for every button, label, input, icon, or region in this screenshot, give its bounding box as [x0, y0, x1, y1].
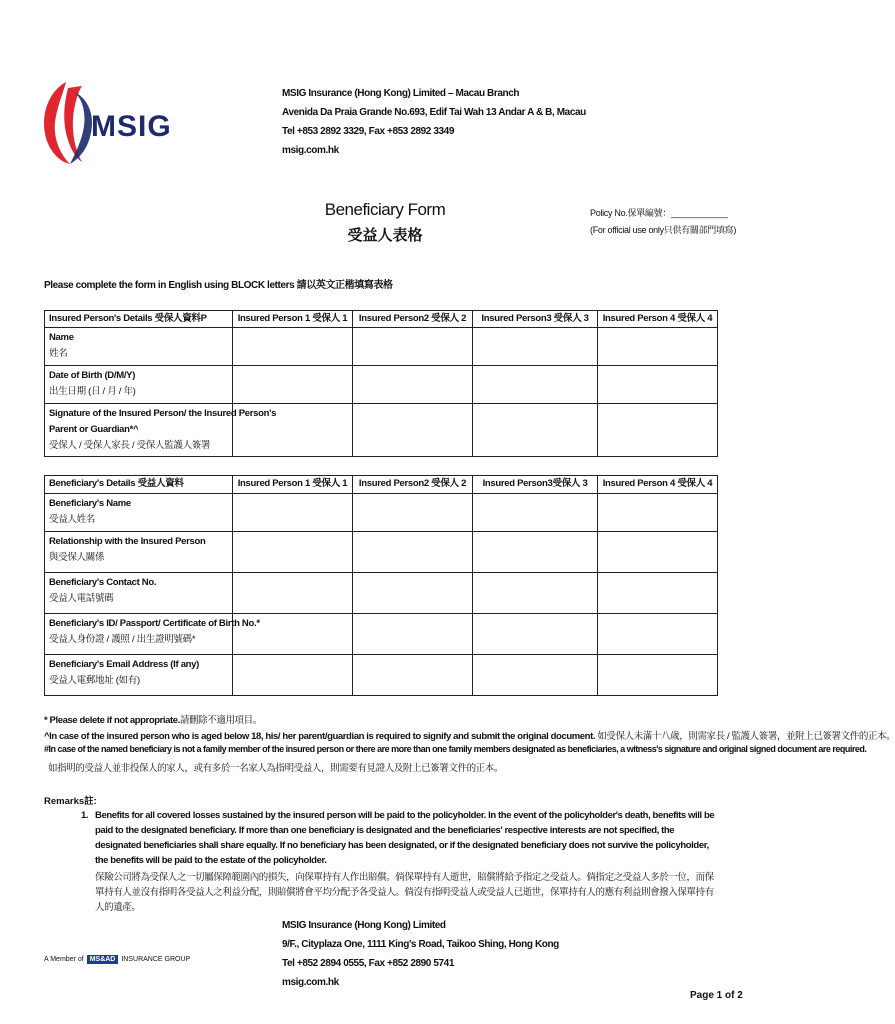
row-label: [45, 573, 233, 614]
row-label: [45, 328, 233, 366]
official-use-note: (For official use only只供有關部門填寫): [590, 225, 737, 235]
table-row: [45, 573, 718, 614]
row-label-zh: 出生日期 (日 / 月 / 年): [49, 386, 136, 397]
remark-en: Benefits for all covered losses sustained by the insured person will be paid to the policyholder. In the event of the policyholder's death, benefits will be paid to the designated beneficiary. If more than one beneficiary is designated and the beneficiaries' respective interests are not specified, the designated beneficiaries shall share equally. If no beneficiary has been designated, or if the designated beneficiary does not survive the policyholder, the benefits will be paid to the estate of the policyholder.: [95, 810, 715, 866]
table-header-cell: Insured Person2 受保人 2: [353, 476, 473, 494]
row-label-zh: 姓名: [49, 348, 68, 359]
table-row: [45, 366, 718, 404]
footer-line: 9/F., Cityplaza One, 1111 King's Road, Taikoo Shing, Hong Kong: [282, 939, 559, 950]
row-label: [45, 655, 233, 696]
note-zh: 如指明的受益人並非投保人的家人，或有多於一名家人為指明受益人，則需要有見證人及附上已簽署文件的正本。: [48, 763, 504, 774]
row-label-en: Relationship with the Insured Person: [49, 536, 206, 547]
header-address: [282, 84, 586, 160]
note-en: #In case of the named beneficiary is not a family member of the insured person or there are more than one family members designated as beneficiaries, a witness's signature and original signed document are required.: [44, 744, 867, 754]
beneficiary-name-input-3[interactable]: [473, 494, 598, 532]
row-label: [45, 494, 233, 532]
dob-input-4[interactable]: [598, 366, 718, 404]
id-input-2[interactable]: [353, 614, 473, 655]
table-row: [45, 614, 718, 655]
note-en: ^In case of the insured person who is aged below 18, his/ her parent/guardian is required to signify and submit the original document.: [44, 731, 596, 742]
row-label: [45, 366, 233, 404]
signature-input-3[interactable]: [473, 404, 598, 457]
signature-input-2[interactable]: [353, 404, 473, 457]
row-label: [45, 532, 233, 573]
table-row: [45, 404, 718, 457]
header-line: MSIG Insurance (Hong Kong) Limited – Macau Branch: [282, 88, 520, 99]
footer-address: [282, 916, 559, 992]
remarks-label: Remarks註:: [44, 796, 97, 807]
row-label: [45, 614, 260, 655]
id-input-4[interactable]: [598, 614, 718, 655]
row-label-en: Signature of the Insured Person/ the Insured Person's: [49, 408, 277, 419]
name-input-3[interactable]: [473, 328, 598, 366]
partner-suffix: INSURANCE GROUP: [121, 956, 191, 963]
dob-input-1[interactable]: [233, 366, 353, 404]
table-header-row: [45, 311, 718, 328]
footer-line: Tel +852 2894 0555, Fax +852 2890 5741: [282, 958, 454, 969]
table-header-cell: Insured Person3受保人 3: [473, 476, 598, 494]
form-title-en: Beneficiary Form: [324, 200, 446, 219]
beneficiary-name-input-1[interactable]: [233, 494, 353, 532]
msad-group-logo: [44, 955, 190, 964]
relationship-input-4[interactable]: [598, 532, 718, 573]
table-header-cell: Insured Person's Details 受保人資料P: [45, 311, 233, 328]
contact-input-3[interactable]: [473, 573, 598, 614]
email-input-4[interactable]: [598, 655, 718, 696]
partner-prefix: A Member of: [44, 956, 84, 963]
msig-wordmark: MSIG: [91, 110, 172, 143]
contact-input-4[interactable]: [598, 573, 718, 614]
relationship-input-1[interactable]: [233, 532, 353, 573]
form-title-zh: 受益人表格: [347, 227, 423, 244]
dob-input-2[interactable]: [353, 366, 473, 404]
note-witness: [44, 744, 866, 754]
official-use-box: [590, 205, 736, 239]
remark-zh: 保險公司將為受保人之一切屬保障範圍內的損失，向保單持有人作出賠償。倘保單持有人逝世，賠償將給予指定之受益人。倘指定之受益人多於一位，而保單持有人並沒有指明各受益人之利益分配，則賠償將會平均分配予各受益人。倘沒有指明受益人或受益人已逝世，保單持有人的應有利益則會撥入保單持有人的遺產。: [95, 872, 714, 913]
header-line: msig.com.hk: [282, 145, 339, 156]
note-witness-zh: [48, 760, 503, 774]
note-delete: [44, 712, 262, 726]
relationship-input-3[interactable]: [473, 532, 598, 573]
email-input-2[interactable]: [353, 655, 473, 696]
name-input-2[interactable]: [353, 328, 473, 366]
relationship-input-2[interactable]: [353, 532, 473, 573]
row-label-en: Beneficiary's Contact No.: [49, 577, 157, 588]
table-row: [45, 494, 718, 532]
beneficiary-name-input-2[interactable]: [353, 494, 473, 532]
row-label-zh: 受益人電郵地址 (如有): [49, 675, 140, 686]
signature-input-4[interactable]: [598, 404, 718, 457]
email-input-3[interactable]: [473, 655, 598, 696]
table-header-cell: Insured Person3 受保人 3: [473, 311, 598, 328]
id-input-3[interactable]: [473, 614, 598, 655]
row-label-en: Beneficiary's Email Address (If any): [49, 659, 200, 670]
name-input-1[interactable]: [233, 328, 353, 366]
name-input-4[interactable]: [598, 328, 718, 366]
table-row: [45, 328, 718, 366]
note-zh: 如受保人未滿十八歲，則需家長 / 監護人簽署，並附上已簽署文件的正本。: [597, 731, 895, 742]
remark-item: [81, 808, 715, 915]
table-header-cell: Beneficiary's Details 受益人資料: [45, 476, 233, 494]
footer-line: msig.com.hk: [282, 977, 339, 988]
contact-input-2[interactable]: [353, 573, 473, 614]
note-en: * Please delete if not appropriate.: [44, 715, 180, 726]
row-label-en: Beneficiary's Name: [49, 498, 131, 509]
row-label-en: Date of Birth (D/M/Y): [49, 370, 136, 381]
note-zh: 請刪除不適用項目。: [179, 715, 262, 726]
row-label: [45, 404, 277, 457]
table-row: [45, 655, 718, 696]
policy-number-field[interactable]: Policy No.保單編號：____________: [590, 208, 728, 218]
page-number: Page 1 of 2: [690, 990, 743, 1001]
partner-box: MS&AD: [87, 955, 119, 964]
header-line: Avenida Da Praia Grande No.693, Edif Tai Wah 13 Andar A & B, Macau: [282, 107, 586, 118]
beneficiary-table: [44, 475, 718, 696]
row-label-en: Beneficiary's ID/ Passport/ Certificate of Birth No.*: [49, 618, 260, 629]
insured-persons-table: [44, 310, 718, 457]
header-line: Tel +853 2892 3329, Fax +853 2892 3349: [282, 126, 454, 137]
table-header-cell: Insured Person 1 受保人 1: [233, 476, 353, 494]
row-label-en: Name: [49, 332, 74, 343]
row-label-zh: 受保人 / 受保人家長 / 受保人監護人簽署: [49, 440, 211, 451]
table-header-cell: Insured Person 4 受保人 4: [598, 476, 718, 494]
beneficiary-name-input-4[interactable]: [598, 494, 718, 532]
instruction-text: Please complete the form in English using BLOCK letters 請以英文正楷填寫表格: [44, 280, 393, 291]
dob-input-3[interactable]: [473, 366, 598, 404]
table-header-cell: Insured Person 1 受保人 1: [233, 311, 353, 328]
footer-line: MSIG Insurance (Hong Kong) Limited: [282, 920, 446, 931]
table-row: [45, 532, 718, 573]
row-label-zh: 受益人身份證 / 護照 / 出生證明號碼*: [49, 634, 196, 645]
row-label-zh: 與受保人關係: [49, 552, 105, 563]
remark-number: 1.: [81, 810, 89, 821]
email-input-1[interactable]: [233, 655, 353, 696]
row-label-zh: 受益人電話號碼: [49, 593, 114, 604]
table-header-cell: Insured Person2 受保人 2: [353, 311, 473, 328]
row-label-zh: 受益人姓名: [49, 514, 96, 525]
table-header-row: [45, 476, 718, 494]
row-label-en-2: Parent or Guardian*^: [49, 424, 139, 435]
contact-input-1[interactable]: [233, 573, 353, 614]
table-header-cell: Insured Person 4 受保人 4: [598, 311, 718, 328]
note-minor: [44, 728, 895, 742]
